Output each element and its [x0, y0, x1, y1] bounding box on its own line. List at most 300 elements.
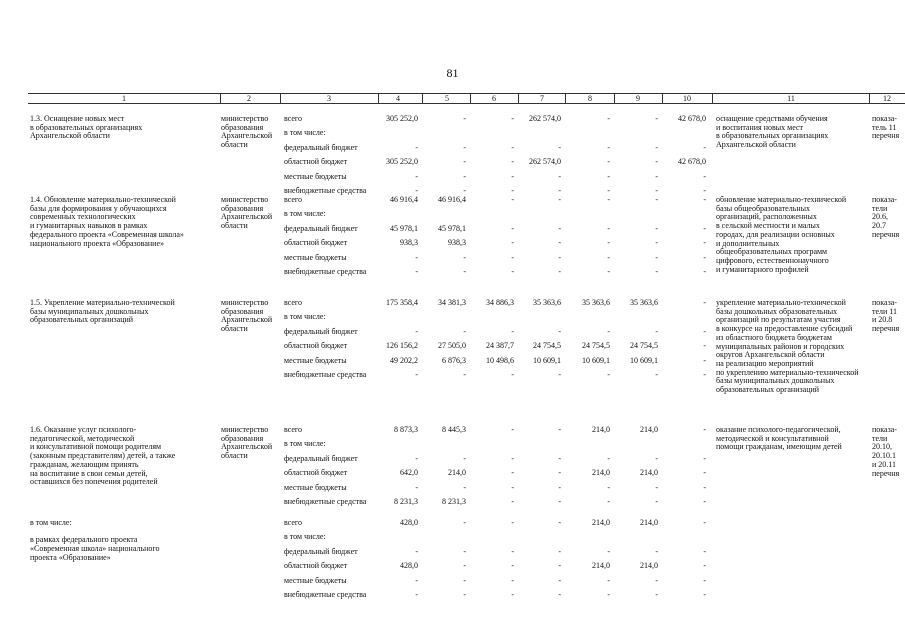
- funding-value-cell: -: [511, 142, 514, 152]
- funding-value-cell: 35 363,6: [630, 298, 658, 307]
- expected-result-line: организаций, расположенных: [716, 212, 817, 222]
- indicator-reference-line: 20.6,: [872, 212, 888, 222]
- funding-value-cell: -: [558, 425, 561, 434]
- funding-value-cell: -: [511, 546, 514, 556]
- expected-result-line: обновление материально-технической: [716, 195, 847, 204]
- funding-value-cell: 46 916,4: [438, 195, 466, 204]
- funding-source-label: в том числе:: [284, 128, 326, 138]
- funding-source-label: федеральный бюджет: [284, 546, 358, 556]
- header-column-separator: [220, 93, 221, 103]
- funding-value-cell: 214,0: [592, 468, 610, 478]
- funding-value-cell: -: [655, 238, 658, 248]
- funding-value-cell: 42 678,0: [678, 157, 706, 167]
- funding-value-cell: -: [511, 425, 514, 434]
- funding-value-cell: -: [607, 453, 610, 463]
- funding-value-cell: -: [415, 186, 418, 195]
- indicator-reference-line: показа-: [872, 114, 897, 123]
- expected-result-line: организаций по результатам участия: [716, 315, 841, 325]
- header-column-separator: [422, 93, 423, 103]
- funding-value-cell: -: [415, 142, 418, 152]
- column-number-12: 12: [883, 94, 891, 103]
- funding-value-cell: -: [607, 482, 610, 492]
- responsible-executor-line: министерство: [221, 195, 269, 204]
- funding-source-label: всего: [284, 518, 303, 527]
- column-number-10: 10: [683, 94, 691, 103]
- expected-result-line: базы муниципальных дошкольных: [716, 376, 835, 386]
- column-number-3: 3: [327, 94, 331, 103]
- funding-value-cell: 214,0: [592, 425, 610, 434]
- funding-value-cell: -: [703, 575, 706, 585]
- funding-value-cell: -: [558, 590, 561, 599]
- indicator-reference-line: 20.7: [872, 221, 886, 231]
- funding-value-cell: -: [655, 114, 658, 123]
- funding-value-cell: 938,3: [448, 238, 466, 248]
- funding-value-cell: -: [655, 590, 658, 599]
- funding-value-cell: -: [703, 195, 706, 204]
- funding-value-cell: -: [415, 267, 418, 276]
- funding-value-cell: 24 754,5: [582, 341, 610, 351]
- funding-value-cell: -: [607, 252, 610, 262]
- funding-value-cell: -: [607, 114, 610, 123]
- funding-source-label: местные бюджеты: [284, 482, 347, 492]
- funding-value-cell: -: [558, 561, 561, 571]
- funding-source-label: федеральный бюджет: [284, 223, 358, 233]
- funding-value-cell: -: [415, 482, 418, 492]
- funding-value-cell: -: [511, 468, 514, 478]
- funding-value-cell: -: [511, 497, 514, 506]
- responsible-executor-line: образования: [221, 433, 264, 443]
- header-column-separator: [869, 93, 870, 103]
- funding-value-cell: 214,0: [448, 468, 466, 478]
- funding-value-cell: -: [558, 482, 561, 492]
- column-number-1: 1: [122, 94, 126, 103]
- funding-value-cell: 34 381,3: [438, 298, 466, 307]
- funding-value-cell: 24 754,5: [533, 341, 561, 351]
- funding-value-cell: 10 609,1: [533, 355, 561, 365]
- funding-value-cell: -: [558, 575, 561, 585]
- funding-value-cell: 24 387,7: [486, 341, 514, 351]
- funding-value-cell: -: [415, 326, 418, 336]
- funding-value-cell: -: [703, 326, 706, 336]
- funding-value-cell: 27 505,0: [438, 341, 466, 351]
- funding-source-label: федеральный бюджет: [284, 453, 358, 463]
- funding-value-cell: -: [463, 546, 466, 556]
- funding-value-cell: -: [703, 355, 706, 365]
- funding-value-cell: -: [607, 267, 610, 276]
- funding-value-cell: -: [558, 497, 561, 506]
- funding-value-cell: 262 574,0: [529, 114, 561, 123]
- funding-value-cell: 305 252,0: [386, 157, 418, 167]
- funding-value-cell: -: [607, 370, 610, 379]
- indicator-reference-line: тели 11: [872, 306, 898, 316]
- expected-result-line: общеобразовательных программ: [716, 247, 828, 257]
- funding-value-cell: -: [655, 195, 658, 204]
- funding-value-cell: -: [558, 518, 561, 527]
- expected-result-line: Архангельской области: [716, 140, 796, 150]
- funding-value-cell: -: [511, 267, 514, 276]
- section-title-line: 1.4. Обновление материально-технической: [30, 195, 176, 204]
- expected-result-line: образовательных организаций: [716, 385, 820, 394]
- indicator-reference-line: перечня: [872, 229, 900, 239]
- section-title-line: 1.6. Оказание услуг психолого-: [30, 425, 137, 434]
- funding-value-cell: -: [703, 186, 706, 195]
- funding-value-cell: -: [655, 142, 658, 152]
- column-number-6: 6: [492, 94, 496, 103]
- funding-value-cell: -: [703, 370, 706, 379]
- funding-value-cell: 126 156,2: [386, 341, 418, 351]
- section-title-line: базы для формирования у обучающихся: [30, 203, 167, 213]
- funding-value-cell: 8 231,3: [394, 497, 418, 506]
- funding-value-cell: -: [558, 223, 561, 233]
- header-column-separator: [565, 93, 566, 103]
- funding-value-cell: -: [511, 186, 514, 195]
- funding-value-cell: -: [655, 157, 658, 167]
- funding-source-label: внебюджетные средства: [284, 267, 367, 276]
- header-column-separator: [518, 93, 519, 103]
- expected-result-line: в конкурсе на предоставление субсидий: [716, 324, 853, 334]
- responsible-executor-line: министерство: [221, 298, 269, 307]
- funding-value-cell: -: [415, 171, 418, 181]
- funding-value-cell: -: [558, 370, 561, 379]
- indicator-reference-line: и 20.11: [872, 459, 896, 469]
- funding-value-cell: 10 609,1: [582, 355, 610, 365]
- section-title-line: образовательных организаций: [30, 315, 134, 325]
- funding-value-cell: 8 445,3: [442, 425, 466, 434]
- funding-value-cell: -: [511, 114, 514, 123]
- responsible-executor-line: Архангельской: [221, 212, 273, 222]
- header-rule-top: [28, 93, 905, 94]
- section-title-line: федерального проекта «Современная школа»: [30, 229, 184, 239]
- funding-value-cell: -: [703, 142, 706, 152]
- funding-value-cell: -: [511, 370, 514, 379]
- expected-result-line: базы дошкольных образовательных: [716, 306, 838, 316]
- responsible-executor-line: области: [221, 324, 248, 334]
- funding-value-cell: -: [607, 142, 610, 152]
- funding-value-cell: 8 231,3: [442, 497, 466, 506]
- funding-value-cell: -: [607, 195, 610, 204]
- funding-value-cell: -: [703, 497, 706, 506]
- funding-value-cell: 10 609,1: [630, 355, 658, 365]
- funding-value-cell: -: [463, 114, 466, 123]
- funding-value-cell: 428,0: [400, 518, 418, 527]
- funding-value-cell: -: [655, 370, 658, 379]
- responsible-executor-line: образования: [221, 306, 264, 316]
- responsible-executor-line: Архангельской: [221, 315, 273, 325]
- section-title-line: современных технологических: [30, 212, 136, 222]
- header-column-separator: [712, 93, 713, 103]
- page-number: 81: [446, 66, 459, 80]
- expected-result-line: базы общеобразовательных: [716, 203, 811, 213]
- funding-value-cell: -: [415, 453, 418, 463]
- header-column-separator: [614, 93, 615, 103]
- funding-value-cell: -: [655, 171, 658, 181]
- section-title-line: 1.3. Оснащение новых мест: [30, 114, 125, 123]
- funding-value-cell: -: [655, 497, 658, 506]
- funding-value-cell: -: [607, 157, 610, 167]
- funding-value-cell: -: [415, 575, 418, 585]
- funding-source-label: в том числе:: [284, 439, 326, 449]
- section-title-line: 1.5. Укрепление материально-технической: [30, 298, 175, 307]
- section-title-line: национального проекта «Образование»: [30, 238, 165, 248]
- funding-source-label: областной бюджет: [284, 561, 348, 571]
- funding-value-cell: -: [463, 326, 466, 336]
- responsible-executor-line: области: [221, 221, 248, 231]
- funding-value-cell: -: [511, 195, 514, 204]
- funding-value-cell: -: [655, 575, 658, 585]
- funding-value-cell: 214,0: [592, 518, 610, 527]
- funding-value-cell: -: [655, 326, 658, 336]
- funding-value-cell: -: [558, 267, 561, 276]
- funding-source-label: местные бюджеты: [284, 355, 347, 365]
- funding-value-cell: -: [511, 518, 514, 527]
- indicator-reference-line: тель 11: [872, 122, 897, 132]
- funding-value-cell: -: [463, 518, 466, 527]
- funding-source-label: местные бюджеты: [284, 252, 347, 262]
- funding-source-label: в том числе:: [284, 532, 326, 542]
- indicator-reference-line: тели: [872, 433, 888, 443]
- indicator-reference-line: и 20.8: [872, 315, 893, 325]
- funding-value-cell: -: [703, 468, 706, 478]
- funding-value-cell: -: [703, 252, 706, 262]
- funding-value-cell: -: [511, 453, 514, 463]
- funding-value-cell: -: [463, 575, 466, 585]
- column-number-11: 11: [787, 94, 795, 103]
- funding-value-cell: -: [703, 223, 706, 233]
- funding-source-label: в том числе:: [284, 209, 326, 219]
- funding-source-label: всего: [284, 195, 303, 204]
- header-column-separator: [280, 93, 281, 103]
- funding-value-cell: -: [463, 453, 466, 463]
- funding-value-cell: -: [511, 223, 514, 233]
- expected-result-line: укрепление материально-технической: [716, 298, 846, 307]
- expected-result-line: из областного бюджета бюджетам: [716, 332, 832, 342]
- responsible-executor-line: образования: [221, 203, 264, 213]
- funding-value-cell: 45 978,1: [390, 223, 418, 233]
- funding-source-label: федеральный бюджет: [284, 142, 358, 152]
- funding-value-cell: -: [511, 238, 514, 248]
- funding-value-cell: -: [558, 546, 561, 556]
- funding-value-cell: -: [558, 186, 561, 195]
- funding-source-label: внебюджетные средства: [284, 497, 367, 506]
- expected-result-line: и гуманитарного профилей: [716, 264, 809, 274]
- expected-result-line: оснащение средствами обучения: [716, 114, 828, 123]
- expected-result-line: помощи гражданам, имеющим детей: [716, 442, 842, 452]
- funding-value-cell: -: [511, 157, 514, 167]
- funding-value-cell: -: [607, 326, 610, 336]
- funding-source-label: внебюджетные средства: [284, 186, 367, 195]
- section-title-line: «Современная школа» национального: [30, 544, 160, 554]
- funding-value-cell: 642,0: [400, 468, 418, 478]
- funding-value-cell: 49 202,2: [390, 355, 418, 365]
- expected-result-line: в сельской местности и малых: [716, 221, 820, 231]
- expected-result-line: на реализацию мероприятий: [716, 358, 814, 368]
- funding-value-cell: -: [558, 453, 561, 463]
- funding-value-cell: -: [607, 497, 610, 506]
- responsible-executor-line: Архангельской: [221, 442, 273, 452]
- funding-value-cell: -: [607, 186, 610, 195]
- funding-value-cell: -: [655, 252, 658, 262]
- funding-value-cell: 46 916,4: [390, 195, 418, 204]
- indicator-reference-line: перечня: [872, 324, 900, 334]
- funding-value-cell: -: [511, 561, 514, 571]
- header-rule-bottom: [28, 103, 905, 104]
- indicator-reference-line: 20.10.1: [872, 451, 896, 461]
- section-title-line: в рамках федерального проекта: [30, 535, 138, 545]
- expected-result-line: и дополнительных: [716, 238, 780, 248]
- funding-source-label: в том числе:: [284, 312, 326, 322]
- funding-value-cell: 214,0: [592, 561, 610, 571]
- funding-value-cell: -: [463, 267, 466, 276]
- funding-value-cell: 8 873,3: [394, 425, 418, 434]
- funding-value-cell: -: [511, 252, 514, 262]
- funding-value-cell: -: [463, 252, 466, 262]
- funding-source-label: всего: [284, 298, 303, 307]
- expected-result-line: округов Архангельской области: [716, 350, 825, 360]
- funding-value-cell: -: [655, 267, 658, 276]
- funding-value-cell: 175 358,4: [386, 298, 418, 307]
- funding-value-cell: -: [558, 468, 561, 478]
- funding-value-cell: -: [607, 238, 610, 248]
- funding-value-cell: -: [511, 482, 514, 492]
- funding-value-cell: -: [703, 590, 706, 599]
- expected-result-line: цифрового, естественнонаучного: [716, 255, 829, 265]
- funding-value-cell: -: [558, 252, 561, 262]
- funding-value-cell: -: [655, 223, 658, 233]
- expected-result-line: муниципальных районов и городских: [716, 341, 845, 351]
- funding-value-cell: 42 678,0: [678, 114, 706, 123]
- funding-value-cell: -: [703, 518, 706, 527]
- funding-value-cell: -: [703, 341, 706, 351]
- funding-value-cell: 45 978,1: [438, 223, 466, 233]
- column-number-8: 8: [588, 94, 592, 103]
- section-title-line: проекта «Образование»: [30, 552, 111, 562]
- section-title-line: и консультативной помощи родителям: [30, 442, 162, 452]
- funding-value-cell: -: [511, 171, 514, 181]
- funding-value-cell: -: [703, 453, 706, 463]
- expected-result-line: методической и консультативной: [716, 433, 829, 443]
- funding-source-label: местные бюджеты: [284, 171, 347, 181]
- funding-value-cell: -: [415, 546, 418, 556]
- indicator-reference-line: перечня: [872, 131, 900, 141]
- funding-value-cell: -: [558, 326, 561, 336]
- section-title-line: Архангельской области: [30, 131, 110, 141]
- funding-value-cell: -: [558, 171, 561, 181]
- header-column-separator: [378, 93, 379, 103]
- funding-value-cell: 214,0: [640, 561, 658, 571]
- funding-value-cell: -: [703, 482, 706, 492]
- column-number-9: 9: [636, 94, 640, 103]
- funding-value-cell: 428,0: [400, 561, 418, 571]
- section-title-line: и гуманитарных навыков в рамках: [30, 221, 148, 231]
- funding-source-label: внебюджетные средства: [284, 370, 367, 379]
- funding-value-cell: -: [703, 267, 706, 276]
- indicator-reference-line: тели: [872, 203, 888, 213]
- funding-value-cell: 6 876,3: [442, 355, 466, 365]
- funding-value-cell: -: [607, 575, 610, 585]
- section-title-line: гражданам, желающим принять: [30, 459, 139, 469]
- responsible-executor-line: Архангельской: [221, 131, 273, 141]
- column-number-7: 7: [540, 94, 544, 103]
- funding-value-cell: -: [463, 590, 466, 599]
- funding-value-cell: -: [463, 482, 466, 492]
- funding-value-cell: -: [415, 590, 418, 599]
- expected-result-line: оказание психолого-педагогической,: [716, 425, 841, 434]
- expected-result-line: городах, для реализации основных: [716, 229, 835, 239]
- funding-value-cell: -: [558, 142, 561, 152]
- funding-value-cell: -: [511, 326, 514, 336]
- responsible-executor-line: области: [221, 451, 248, 461]
- responsible-executor-line: министерство: [221, 114, 269, 123]
- funding-value-cell: 262 574,0: [529, 157, 561, 167]
- indicator-reference-line: 20.10,: [872, 442, 892, 452]
- funding-value-cell: -: [703, 171, 706, 181]
- header-column-separator: [470, 93, 471, 103]
- funding-value-cell: 214,0: [640, 425, 658, 434]
- funding-value-cell: -: [558, 238, 561, 248]
- funding-source-label: областной бюджет: [284, 468, 348, 478]
- funding-value-cell: -: [463, 370, 466, 379]
- funding-value-cell: -: [655, 186, 658, 195]
- funding-value-cell: -: [655, 482, 658, 492]
- section-title-line: педагогической, методической: [30, 433, 135, 443]
- funding-source-label: всего: [284, 425, 303, 434]
- funding-value-cell: -: [463, 157, 466, 167]
- funding-value-cell: 35 363,6: [582, 298, 610, 307]
- funding-value-cell: -: [655, 546, 658, 556]
- funding-value-cell: -: [703, 561, 706, 571]
- section-title-line: в том числе:: [30, 518, 72, 527]
- responsible-executor-line: образования: [221, 122, 264, 132]
- expected-result-line: и воспитания новых мест: [716, 122, 803, 132]
- funding-value-cell: -: [558, 195, 561, 204]
- indicator-reference-line: показа-: [872, 298, 897, 307]
- funding-value-cell: -: [703, 546, 706, 556]
- funding-source-label: федеральный бюджет: [284, 326, 358, 336]
- expected-result-line: по укреплению материально-технической: [716, 367, 859, 377]
- funding-source-label: всего: [284, 114, 303, 123]
- funding-value-cell: -: [703, 425, 706, 434]
- funding-value-cell: -: [703, 298, 706, 307]
- indicator-reference-line: показа-: [872, 425, 897, 434]
- funding-value-cell: 214,0: [640, 518, 658, 527]
- funding-source-label: областной бюджет: [284, 157, 348, 167]
- column-number-2: 2: [247, 94, 251, 103]
- funding-value-cell: -: [463, 186, 466, 195]
- section-title-line: (законным представителям) детей, а также: [30, 451, 176, 461]
- funding-value-cell: -: [703, 238, 706, 248]
- funding-value-cell: -: [463, 561, 466, 571]
- section-title-line: базы муниципальных дошкольных: [30, 306, 149, 316]
- funding-source-label: внебюджетные средства: [284, 590, 367, 599]
- funding-value-cell: 305 252,0: [386, 114, 418, 123]
- section-title-line: оставшихся без попечения родителей: [30, 477, 158, 487]
- section-title-line: на воспитание в свои семьи детей,: [30, 468, 148, 478]
- funding-value-cell: 938,3: [400, 238, 418, 248]
- funding-value-cell: 34 886,3: [486, 298, 514, 307]
- funding-value-cell: -: [607, 171, 610, 181]
- column-number-4: 4: [396, 94, 400, 103]
- funding-value-cell: -: [607, 546, 610, 556]
- funding-value-cell: -: [511, 575, 514, 585]
- funding-value-cell: 35 363,6: [533, 298, 561, 307]
- funding-value-cell: -: [463, 142, 466, 152]
- funding-value-cell: -: [607, 590, 610, 599]
- funding-value-cell: 24 754,5: [630, 341, 658, 351]
- funding-value-cell: 10 498,6: [486, 355, 514, 365]
- funding-value-cell: -: [607, 223, 610, 233]
- indicator-reference-line: перечня: [872, 468, 900, 478]
- funding-value-cell: 214,0: [640, 468, 658, 478]
